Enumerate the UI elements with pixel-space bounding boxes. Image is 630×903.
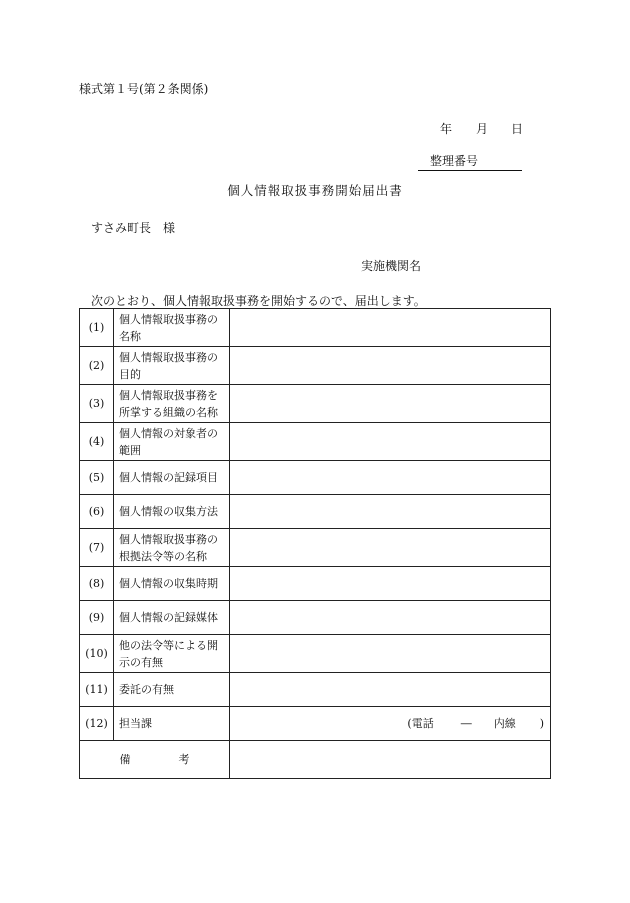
table-row <box>80 423 551 461</box>
table-row <box>80 635 551 673</box>
notification-form-table <box>79 308 551 779</box>
phone-dash: ― <box>460 717 472 730</box>
row-value-field[interactable] <box>230 461 551 495</box>
row-label: 委託の有無 <box>114 673 230 707</box>
document-title: 個人情報取扱事務開始届出書 <box>227 183 403 198</box>
addressee: すさみ町長 様 <box>91 221 176 235</box>
row-number: (12) <box>80 707 114 741</box>
table-row <box>80 529 551 567</box>
row-value-field[interactable] <box>230 567 551 601</box>
reference-number-field[interactable]: 整理番号 <box>418 152 522 171</box>
row-label: 担当課 <box>114 707 230 741</box>
row-label: 個人情報の対象者の範囲 <box>114 423 230 461</box>
row-label: 個人情報取扱事務の目的 <box>114 347 230 385</box>
row-number: (5) <box>80 461 114 495</box>
row-number: (6) <box>80 495 114 529</box>
table-row <box>80 347 551 385</box>
intro-text: 次のとおり、個人情報取扱事務を開始するので、届出します。 <box>91 294 426 308</box>
row-number: (11) <box>80 673 114 707</box>
table-row <box>80 461 551 495</box>
row-number: (8) <box>80 567 114 601</box>
row-value-field[interactable] <box>230 601 551 635</box>
row-value-field[interactable] <box>230 495 551 529</box>
row-number: (1) <box>80 309 114 347</box>
row-label: 個人情報取扱事務を所掌する組織の名称 <box>114 385 230 423</box>
row-value-field[interactable] <box>230 309 551 347</box>
row-label: 個人情報取扱事務の根拠法令等の名称 <box>114 529 230 567</box>
row-label: 個人情報の収集方法 <box>114 495 230 529</box>
table-row <box>80 673 551 707</box>
row-label: 個人情報の収集時期 <box>114 567 230 601</box>
row-value-field[interactable] <box>230 385 551 423</box>
date-day-label: 日 <box>511 122 524 136</box>
table-row <box>80 707 551 741</box>
date-month-label: 月 <box>476 122 489 136</box>
row-label: 個人情報の記録項目 <box>114 461 230 495</box>
remarks-label: 備 考 <box>80 741 230 779</box>
date-year-label: 年 <box>440 122 453 136</box>
remarks-field[interactable] <box>230 741 551 779</box>
phone-open-label: (電話 <box>407 717 434 730</box>
row-number: (7) <box>80 529 114 567</box>
row-value-field[interactable] <box>230 423 551 461</box>
row-number: (10) <box>80 635 114 673</box>
table-row <box>80 309 551 347</box>
phone-extension-label: 内線 <box>493 717 516 730</box>
table-row <box>80 495 551 529</box>
row-value-field[interactable] <box>230 529 551 567</box>
row-number: (3) <box>80 385 114 423</box>
row-label: 個人情報の記録媒体 <box>114 601 230 635</box>
row-number: (4) <box>80 423 114 461</box>
form-number: 様式第１号(第２条関係) <box>79 82 209 96</box>
row-value-field[interactable] <box>230 635 551 673</box>
phone-close-label: ) <box>539 717 544 730</box>
row-number: (2) <box>80 347 114 385</box>
row-label: 他の法令等による開示の有無 <box>114 635 230 673</box>
table-row <box>80 567 551 601</box>
row-label: 個人情報取扱事務の名称 <box>114 309 230 347</box>
table-row <box>80 601 551 635</box>
table-row <box>80 385 551 423</box>
agency-name-label: 実施機関名 <box>361 259 422 273</box>
row-value-field[interactable] <box>230 347 551 385</box>
phone-field[interactable] <box>230 707 551 741</box>
remarks-row <box>80 741 551 779</box>
row-number: (9) <box>80 601 114 635</box>
row-value-field[interactable] <box>230 673 551 707</box>
